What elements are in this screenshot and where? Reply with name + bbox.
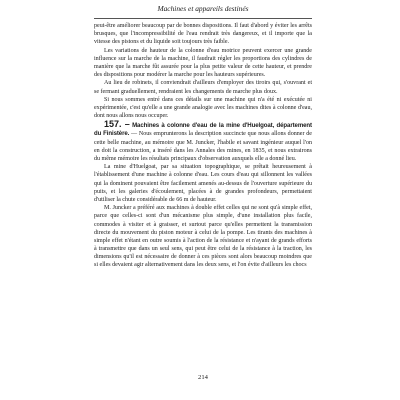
section-number: 157. – (104, 119, 130, 130)
paragraph-2: Les variations de hauteur de la colonne d'eau motrice peuvent exercer une grande influence sur la marche de la machine, il faudrait régler les proportions des cylindres de manière que la marche fût assurée pour la plus petite valeur de cette hauteur, et prendre des dispositions pour modérer la marche pour les hauteurs supérieures. (94, 47, 312, 79)
paragraph-4: Si nous sommes entré dans ces détails sur une machine qui n'a été ni exécutée ni expérimentée, c'est qu'elle a une grande analogie avec les machines dites à colonne d'eau, dont nous allons nous occuper. (94, 96, 312, 120)
page-body (94, 22, 312, 270)
paragraph-6: La mine d'Huelgoat, par sa situation topographique, se prêtait heureusement à l'établissement d'une machine à colonne d'eau. Les cours d'eau qui sillonnent les vallées qui la dominent pouvaient être facilement amenés au-dessus de l'ouverture supérieure du puits, et les galeries d'écoulement, placées à de grandes profondeurs, permettaient d'utiliser la chute considérable de 66 m de hauteur. (94, 164, 312, 203)
paragraph-7: M. Juncker a préféré aux machines à double effet celles qui ne sont qu'à simple effet, parce que celles-ci sont d'un mécanisme plus simple, d'une installation plus facile, commodes à visiter et à graisser, et surtout parce qu'elles permettent la transmission directe du mouvement du piston moteur à celui de la pompe. Les tirants des machines à simple effet n'étant en outre soumis à l'action de la résistance et n'ayant de grands efforts à transmettre que dans un seul sens, qui peut être celui de la résistance à la traction, les dimensions qu'il est nécessaire de donner à ces pièces sont alors beaucoup moindres que si elles devaient agir alternativement dans les deux sens, et l'on évite d'ailleurs les chocs (94, 205, 312, 269)
paragraph-1: peut-être améliorer beaucoup par de bonnes dispositions. Il faut d'abord y éviter les arrêts brusques, que l'incompressibilité de l'eau rendrait très dangereux, et il importe que la vitesse des pistons et du liquide soit toujours très faible. (94, 23, 312, 46)
paragraph-3: Au lieu de robinets, il conviendrait d'ailleurs d'employer des tiroirs qui, s'ouvrant et se fermant graduellement, rendraient les changements de marche plus doux. (94, 80, 312, 95)
page-number: 214 (198, 374, 208, 381)
section-title: Machines à colonne d'eau de la mine d'Huelgoat, département du Finistère. (94, 122, 312, 138)
section-text: — Nous emprunterons la description succincte que nous allons donner de cette belle machine, au mémoire que M. Juncker, l'habile et savant ingénieur auquel l'on en doit la construction, a inséré dans les Annales des mines, en 1835, et nous extrairons du même mémoire les résultats principaux d'observation auxquels elle a donné lieu. (94, 131, 312, 162)
running-header: Machines et appareils destinés (94, 3, 312, 19)
section-paragraph (94, 120, 312, 163)
